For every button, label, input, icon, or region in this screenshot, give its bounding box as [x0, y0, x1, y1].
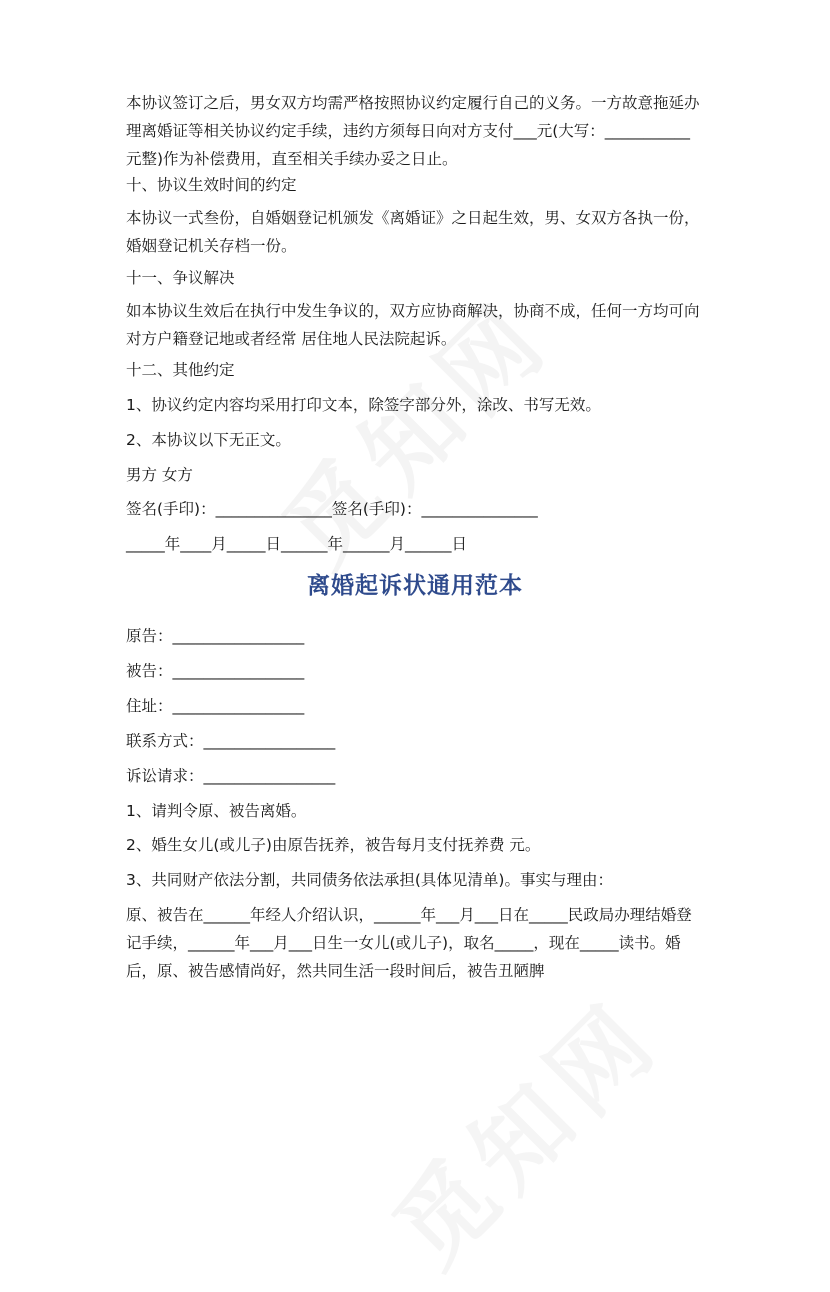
claim-item-3: 3、共同财产依法分割，共同债务依法承担(具体见清单)。事实与理由： [126, 871, 613, 889]
section-10-heading: 十、协议生效时间的约定 [126, 176, 297, 194]
section-12-item-2: 2、本协议以下无正文。 [126, 431, 291, 449]
watermark-lower [359, 966, 685, 1292]
defendant-field: 被告：_________________ [126, 662, 305, 680]
claim-item-2: 2、婚生女儿(或儿子)由原告抚养，被告每月支付抚养费 元。 [126, 836, 541, 854]
parties-line: 男方 女方 [126, 466, 193, 484]
section-10-paragraph: 本协议一式叁份，自婚姻登记机颁发《离婚证》之日起生效，男、女双方各执一份，婚姻登记机关存档一份。 [126, 209, 700, 255]
section-11-paragraph: 如本协议生效后在执行中发生争议的，双方应协商解决，协商不成，任何一方均可向对方户籍登记地或者经常 居住地人民法院起诉。 [126, 302, 700, 348]
signature-line: 签名(手印)：_______________签名(手印)：_______________ [126, 500, 538, 518]
claims-field: 诉讼请求：_________________ [126, 767, 336, 785]
agreement-intro-paragraph: 本协议签订之后，男女双方均需严格按照协议约定履行自己的义务。一方故意拖延办理离婚证等相关协议约定手续，违约方须每日向对方支付___元(大写：___________元整)作为补偿费用，直至相关手续办妥之日止。 [126, 94, 700, 168]
section-12-heading: 十二、其他约定 [126, 361, 235, 379]
section-11-heading: 十一、争议解决 [126, 269, 235, 287]
section-12-item-1: 1、协议约定内容均采用打印文本，除签字部分外，涂改、书写无效。 [126, 396, 601, 414]
date-line: _____年____月_____日______年______月______日 [126, 535, 468, 553]
facts-paragraph: 原、被告在______年经人介绍认识，______年___月___日在_____民政局办理结婚登记手续，______年___月___日生一女儿(或儿子)，取名_____，现在_____读书。婚后，原、被告感情尚好，然共同生活一段时间后，被告丑陋脾 [126, 906, 692, 980]
claim-item-1: 1、请判令原、被告离婚。 [126, 802, 307, 820]
plaintiff-field: 原告：_________________ [126, 627, 305, 645]
address-field: 住址：_________________ [126, 697, 305, 715]
lawsuit-title: 离婚起诉状通用范本 [307, 573, 523, 599]
contact-field: 联系方式：_________________ [126, 732, 336, 750]
